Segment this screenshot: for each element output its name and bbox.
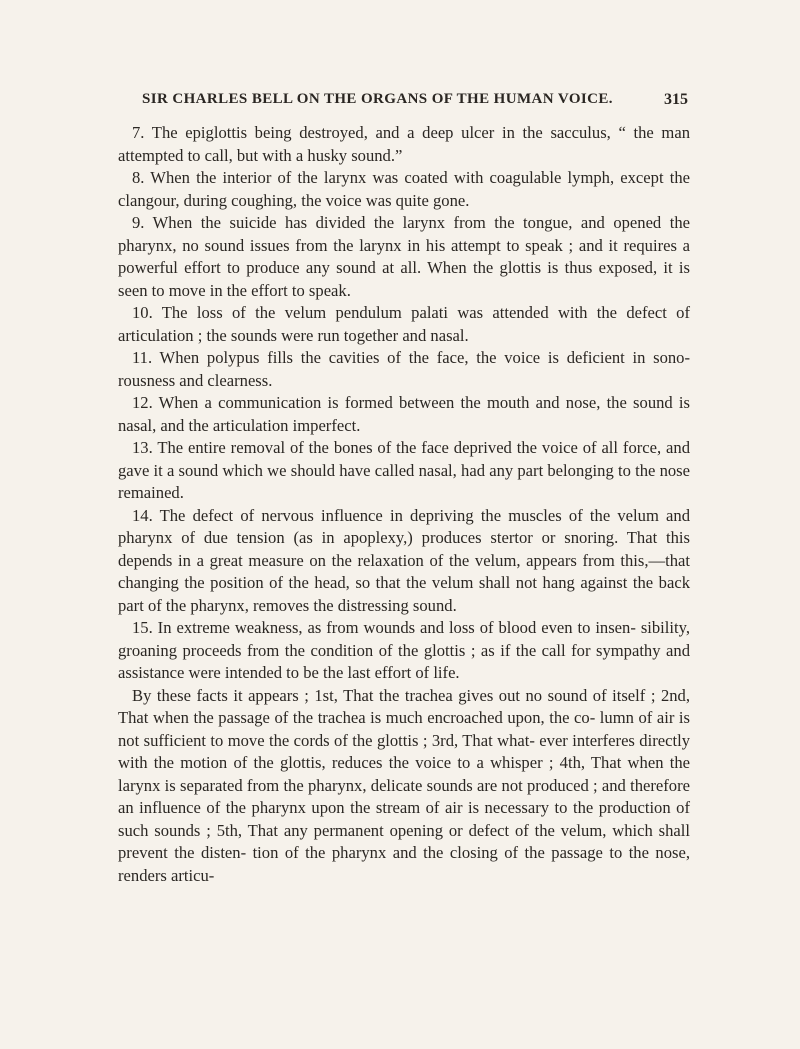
paragraph-8: 8. When the interior of the larynx was coated with coagulable lymph, except the clangour, during coughing, the voice was quite gone. xyxy=(118,168,690,210)
paragraph-14: 14. The defect of nervous influence in depriving the muscles of the velum and pharynx of due tension (as in apoplexy,) produces stertor or snoring. That this depends in a great measure on the relaxation of the velum, appears from this,—that changing the position of the head, so that the velum shall not hang against the back part of the pharynx, removes the distressing sound. xyxy=(118,505,690,615)
paragraph-summary: By these facts it appears ; 1st, That the trachea gives out no sound of itself ; 2nd, That when the passage of the trachea is much encroached upon, the co- lumn of air is not sufficient to move the cords of the glottis ; 3rd, That what- ever interferes directly with the motion of the glottis, reduces the voice to a whisper ; 4th, That when the larynx is separated from the pharynx, delicate sounds are not produced ; and therefore an influence of the pharynx upon the stream of air is necessary to the production of such sounds ; 5th, That any permanent opening or defect of the velum, which shall prevent the disten- tion of the pharynx and the closing of the passage to the nose, renders articu- xyxy=(118,685,690,885)
paragraph-10: 10. The loss of the velum pendulum palati was attended with the defect of articulation ; the sounds were run together and nasal. xyxy=(118,303,690,345)
running-head xyxy=(118,91,688,113)
body-text xyxy=(118,122,690,887)
paragraph-11: 11. When polypus fills the cavities of the face, the voice is deficient in sono- rousness and clearness. xyxy=(118,348,690,390)
paragraph-9: 9. When the suicide has divided the larynx from the tongue, and opened the pharynx, no sound issues from the larynx in his attempt to speak ; and it requires a powerful effort to produce any sound at all. When the glottis is thus exposed, it is seen to move in the effort to speak. xyxy=(118,213,690,300)
page-number: 315 xyxy=(664,91,688,108)
running-title: SIR CHARLES BELL ON THE ORGANS OF THE HUMAN VOICE. xyxy=(142,91,613,107)
paragraph-13: 13. The entire removal of the bones of the face deprived the voice of all force, and gave it a sound which we should have called nasal, had any part belonging to the nose remained. xyxy=(118,438,690,502)
paragraph-15: 15. In extreme weakness, as from wounds and loss of blood even to insen- sibility, groaning proceeds from the condition of the glottis ; as if the call for sympathy and assistance were intended to be the last effort of life. xyxy=(118,618,690,682)
paragraph-12: 12. When a communication is formed between the mouth and nose, the sound is nasal, and the articulation imperfect. xyxy=(118,393,690,435)
paragraph-7: 7. The epiglottis being destroyed, and a deep ulcer in the sacculus, “ the man attempted to call, but with a husky sound.” xyxy=(118,123,690,165)
